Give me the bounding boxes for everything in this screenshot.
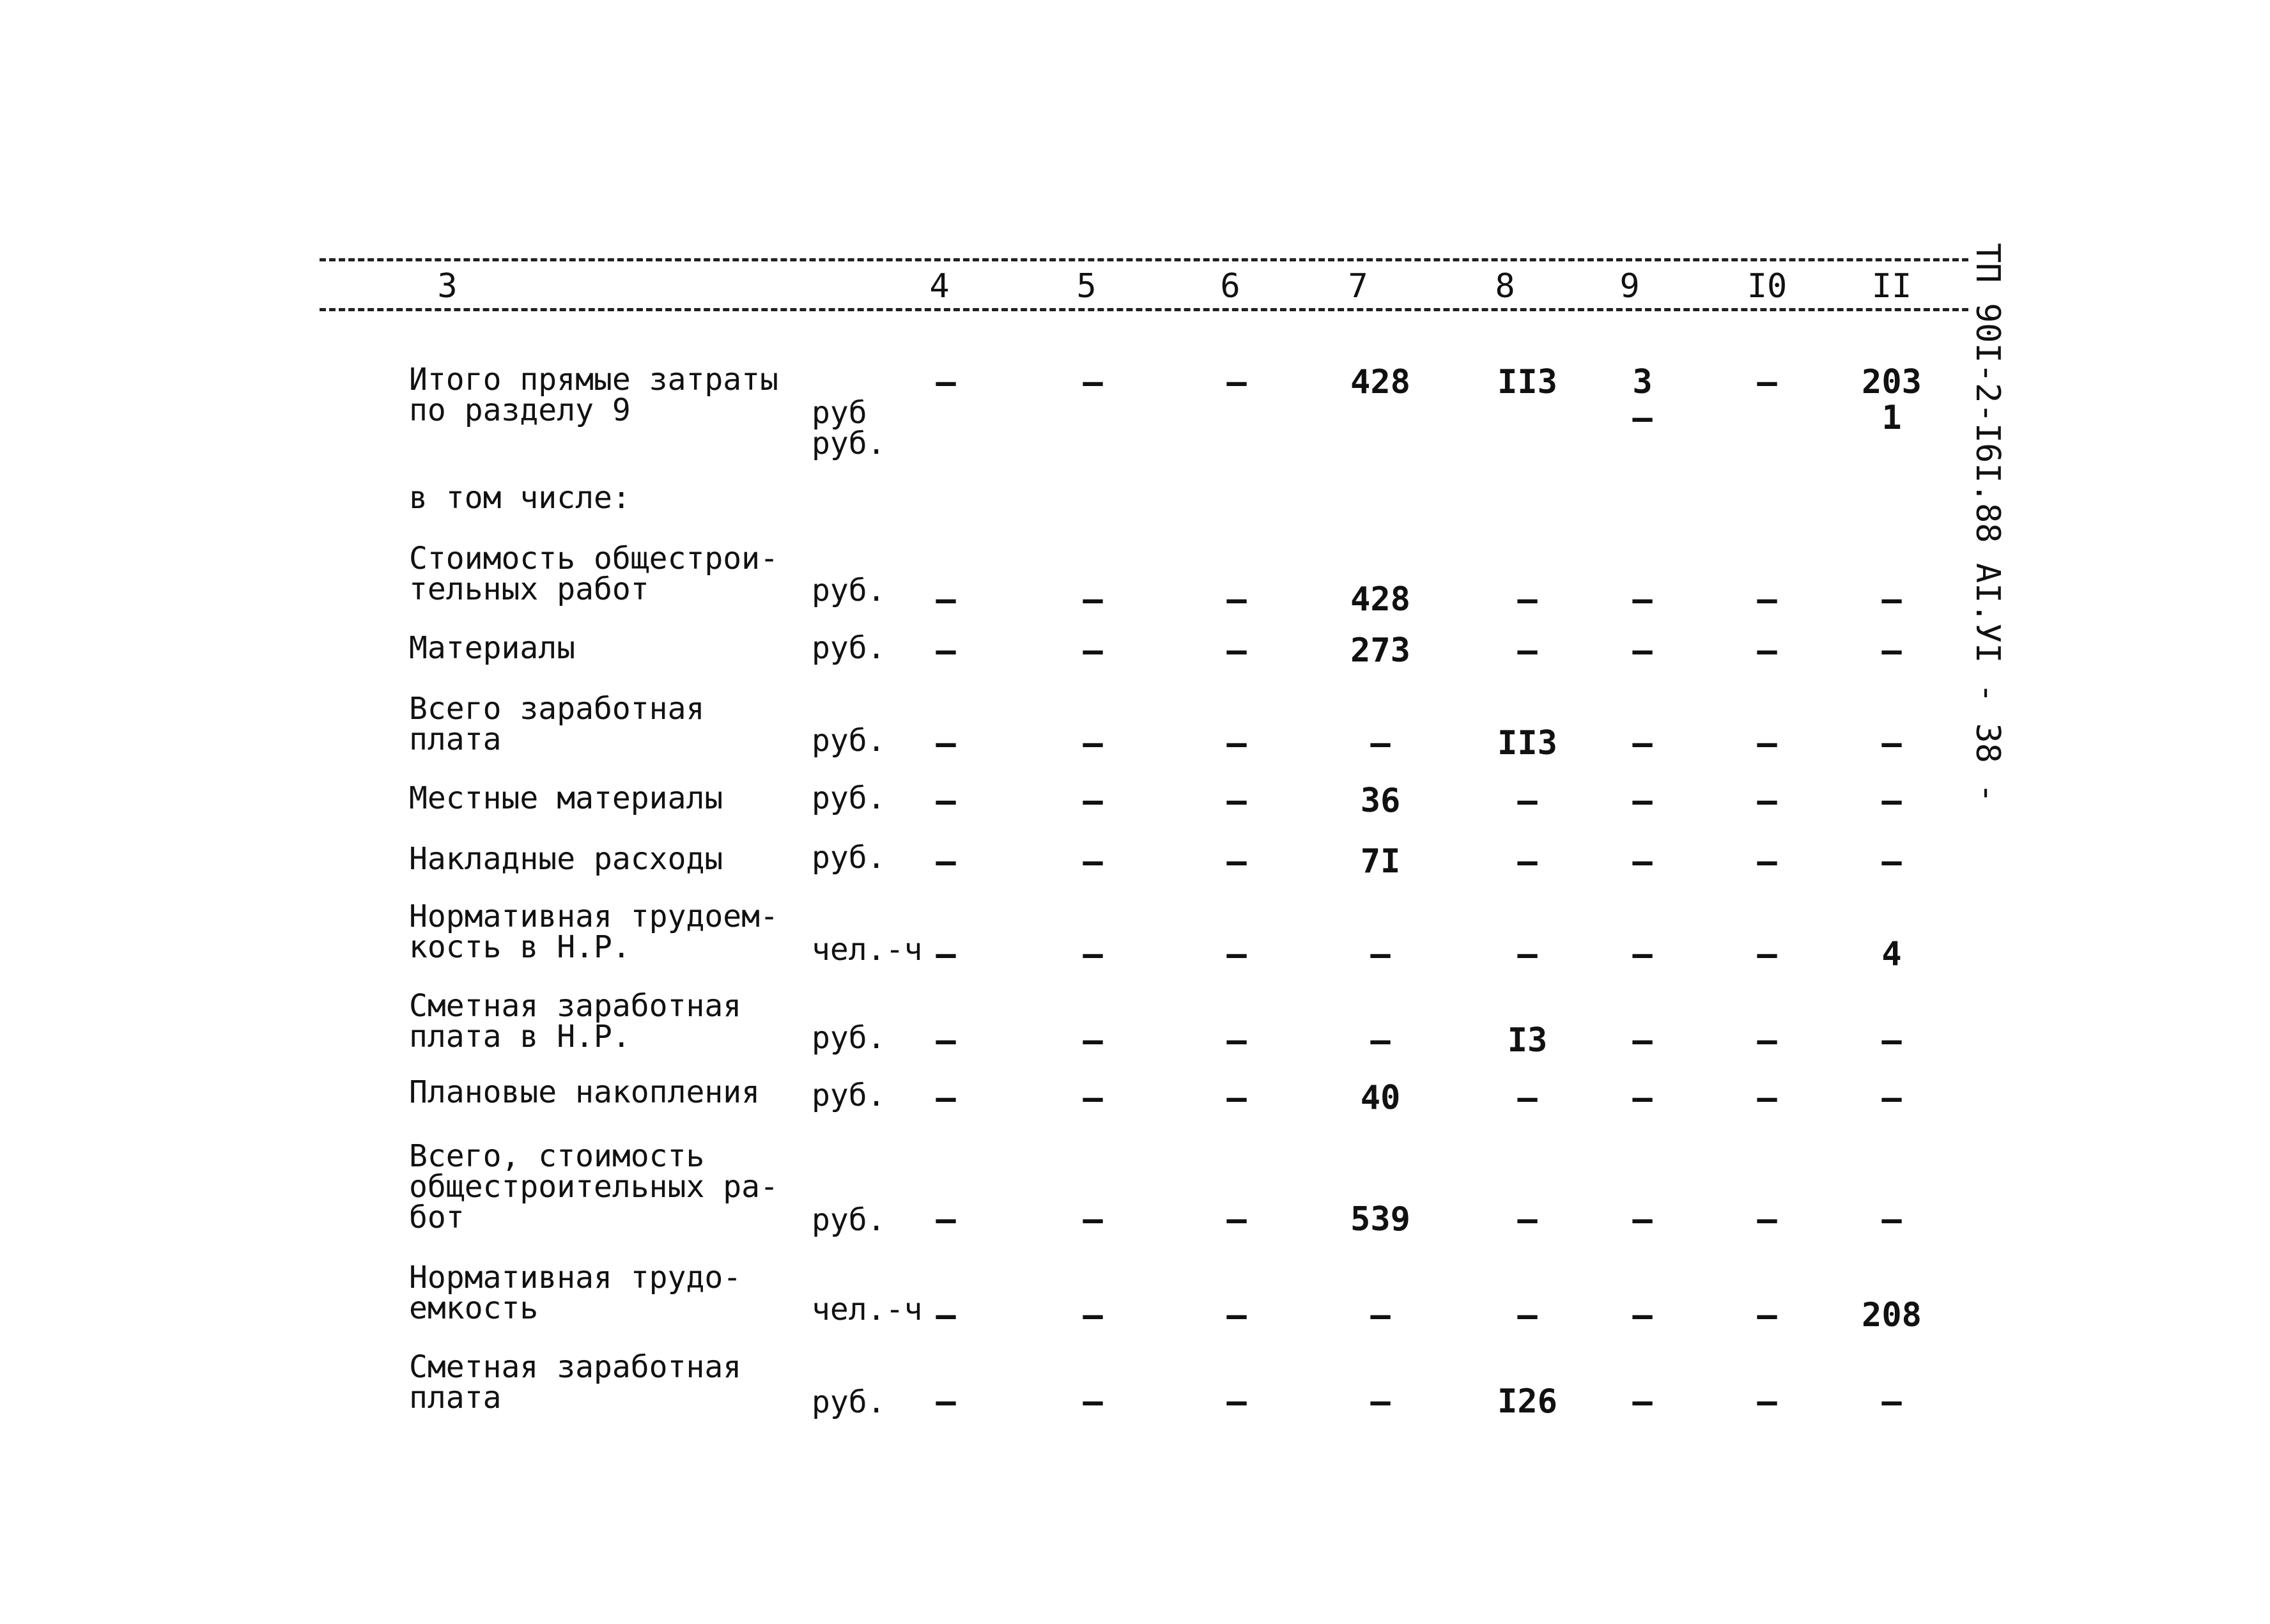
table-top-rule bbox=[320, 258, 1968, 261]
table-cell-c9: – bbox=[1632, 724, 1653, 762]
row-unit: руб. bbox=[812, 1078, 886, 1113]
table-cell-c4: – bbox=[936, 1200, 956, 1239]
table-cell-c8: – bbox=[1517, 935, 1538, 973]
table-cell-c11: – bbox=[1881, 1021, 1902, 1060]
row-label: Плановые накопления bbox=[409, 1074, 761, 1110]
row-unit: руб. bbox=[812, 723, 886, 759]
table-cell-c9: – bbox=[1632, 842, 1653, 881]
table-cell-c11: 208 bbox=[1862, 1296, 1922, 1334]
table-cell-c11: – bbox=[1881, 782, 1902, 820]
table-cell-c8: – bbox=[1517, 580, 1538, 619]
table-cell-c10: – bbox=[1757, 842, 1777, 881]
table-cell-c7: – bbox=[1370, 724, 1391, 762]
table-cell-c11: 4 bbox=[1881, 935, 1902, 973]
table-cell-c5: – bbox=[1083, 363, 1103, 401]
table-cell-c4: – bbox=[936, 935, 956, 973]
table-cell-c5: – bbox=[1083, 842, 1103, 881]
table-cell-c6: – bbox=[1226, 724, 1247, 762]
table-cell-c7: 539 bbox=[1350, 1200, 1410, 1239]
table-cell-c6: – bbox=[1226, 1200, 1247, 1239]
table-cell-c8: II3 bbox=[1497, 724, 1557, 762]
row-unit: руб. bbox=[812, 780, 886, 816]
table-cell-c9: – bbox=[1632, 1296, 1653, 1334]
table-cell-c4: – bbox=[936, 580, 956, 619]
table-cell-c6: – bbox=[1226, 580, 1247, 619]
row-unit: руб. bbox=[812, 1020, 886, 1056]
table-cell-c9: – bbox=[1632, 1200, 1653, 1239]
table-cell-c11: 203 1 bbox=[1862, 363, 1922, 437]
table-cell-c5: – bbox=[1083, 724, 1103, 762]
table-cell-c5: – bbox=[1083, 1079, 1103, 1117]
side-document-code-text: ТП 90I-2-I6I.88 АI.УI - 38 - bbox=[1968, 243, 2007, 803]
table-cell-c9: – bbox=[1632, 1079, 1653, 1117]
table-cell-c6: – bbox=[1226, 1296, 1247, 1334]
table-cell-c5: – bbox=[1083, 580, 1103, 619]
table-cell-c10: – bbox=[1757, 1021, 1777, 1060]
table-cell-c6: – bbox=[1226, 631, 1247, 670]
table-cell-c8: I26 bbox=[1497, 1382, 1557, 1421]
table-cell-c7: 428 bbox=[1350, 363, 1410, 401]
table-cell-c7: 428 bbox=[1350, 580, 1410, 619]
table-cell-c10: – bbox=[1757, 724, 1777, 762]
table-cell-c6: – bbox=[1226, 842, 1247, 881]
row-unit: руб. bbox=[812, 630, 886, 666]
table-cell-c10: – bbox=[1757, 935, 1777, 973]
column-header-11: II bbox=[1871, 267, 1912, 305]
table-cell-c6: – bbox=[1226, 363, 1247, 401]
table-cell-c4: – bbox=[936, 842, 956, 881]
row-label: Местные материалы bbox=[409, 780, 723, 816]
table-cell-c8: – bbox=[1517, 842, 1538, 881]
row-unit: руб. bbox=[812, 1202, 886, 1238]
row-label: Всего заработная плата bbox=[409, 691, 705, 757]
table-cell-c8: II3 bbox=[1497, 363, 1557, 401]
table-cell-c4: – bbox=[936, 782, 956, 820]
table-cell-c8: – bbox=[1517, 1079, 1538, 1117]
table-cell-c10: – bbox=[1757, 1296, 1777, 1334]
table-cell-c6: – bbox=[1226, 935, 1247, 973]
table-cell-c4: – bbox=[936, 1079, 956, 1117]
table-cell-c7: – bbox=[1370, 1296, 1391, 1334]
row-unit: руб. bbox=[812, 840, 886, 876]
table-cell-c4: – bbox=[936, 631, 956, 670]
row-label: Сметная заработная плата bbox=[409, 1349, 742, 1416]
table-cell-c10: – bbox=[1757, 580, 1777, 619]
row-label: Итого прямые затраты по разделу 9 bbox=[409, 362, 778, 428]
table-cell-c4: – bbox=[936, 363, 956, 401]
table-cell-c10: – bbox=[1757, 1200, 1777, 1239]
table-cell-c10: – bbox=[1757, 363, 1777, 401]
column-header-6: 6 bbox=[1220, 267, 1240, 305]
table-cell-c5: – bbox=[1083, 935, 1103, 973]
table-header-rule bbox=[320, 308, 1968, 311]
row-unit: руб руб. bbox=[812, 395, 886, 461]
column-header-7: 7 bbox=[1348, 267, 1368, 305]
table-cell-c5: – bbox=[1083, 782, 1103, 820]
table-cell-c10: – bbox=[1757, 782, 1777, 820]
column-header-9: 9 bbox=[1619, 267, 1640, 305]
row-unit: чел.-ч bbox=[812, 932, 923, 968]
table-cell-c9: – bbox=[1632, 1021, 1653, 1060]
table-cell-c10: – bbox=[1757, 1079, 1777, 1117]
row-label: Нормативная трудоем- кость в Н.Р. bbox=[409, 899, 778, 965]
table-cell-c7: 273 bbox=[1350, 631, 1410, 670]
row-label: в том числе: bbox=[409, 480, 631, 516]
table-cell-c11: – bbox=[1881, 1200, 1902, 1239]
table-cell-c4: – bbox=[936, 1021, 956, 1060]
table-cell-c9: – bbox=[1632, 631, 1653, 670]
row-label: Материалы bbox=[409, 630, 576, 666]
table-cell-c6: – bbox=[1226, 1021, 1247, 1060]
table-cell-c11: – bbox=[1881, 580, 1902, 619]
table-cell-c9: – bbox=[1632, 935, 1653, 973]
table-cell-c5: – bbox=[1083, 1296, 1103, 1334]
table-cell-c8: – bbox=[1517, 631, 1538, 670]
table-cell-c9: 3 – bbox=[1632, 363, 1653, 437]
row-label: Стоимость общестрои- тельных работ bbox=[409, 541, 778, 607]
column-header-4: 4 bbox=[929, 267, 950, 305]
table-cell-c5: – bbox=[1083, 1382, 1103, 1421]
table-cell-c7: – bbox=[1370, 935, 1391, 973]
table-cell-c7: 7I bbox=[1360, 842, 1401, 881]
row-label: Нормативная трудо- емкость bbox=[409, 1260, 742, 1326]
row-unit: руб. bbox=[812, 1384, 886, 1420]
table-cell-c5: – bbox=[1083, 1021, 1103, 1060]
row-label: Накладные расходы bbox=[409, 841, 723, 877]
table-cell-c9: – bbox=[1632, 580, 1653, 619]
table-cell-c6: – bbox=[1226, 1382, 1247, 1421]
table-cell-c8: I3 bbox=[1507, 1021, 1548, 1060]
table-cell-c10: – bbox=[1757, 1382, 1777, 1421]
table-cell-c9: – bbox=[1632, 1382, 1653, 1421]
table-cell-c4: – bbox=[936, 1296, 956, 1334]
table-cell-c6: – bbox=[1226, 1079, 1247, 1117]
table-cell-c11: – bbox=[1881, 1079, 1902, 1117]
table-cell-c7: – bbox=[1370, 1382, 1391, 1421]
table-cell-c4: – bbox=[936, 724, 956, 762]
table-cell-c10: – bbox=[1757, 631, 1777, 670]
table-cell-c8: – bbox=[1517, 782, 1538, 820]
table-cell-c11: – bbox=[1881, 842, 1902, 881]
table-cell-c11: – bbox=[1881, 724, 1902, 762]
row-unit: руб. bbox=[812, 573, 886, 608]
table-cell-c11: – bbox=[1881, 1382, 1902, 1421]
table-cell-c7: 36 bbox=[1360, 782, 1401, 820]
row-label: Всего, стоимость общестроительных ра- бот bbox=[409, 1138, 778, 1235]
table-cell-c11: – bbox=[1881, 631, 1902, 670]
table-cell-c5: – bbox=[1083, 1200, 1103, 1239]
table-cell-c6: – bbox=[1226, 782, 1247, 820]
row-unit: чел.-ч bbox=[812, 1292, 923, 1327]
column-header-10: I0 bbox=[1747, 267, 1787, 305]
table-cell-c4: – bbox=[936, 1382, 956, 1421]
row-label: Сметная заработная плата в Н.Р. bbox=[409, 988, 742, 1055]
table-cell-c8: – bbox=[1517, 1296, 1538, 1334]
column-header-5: 5 bbox=[1076, 267, 1097, 305]
column-header-8: 8 bbox=[1495, 267, 1515, 305]
table-cell-c7: – bbox=[1370, 1021, 1391, 1060]
column-header-3: 3 bbox=[437, 267, 458, 305]
table-cell-c5: – bbox=[1083, 631, 1103, 670]
table-cell-c8: – bbox=[1517, 1200, 1538, 1239]
table-cell-c9: – bbox=[1632, 782, 1653, 820]
table-cell-c7: 40 bbox=[1360, 1079, 1401, 1117]
